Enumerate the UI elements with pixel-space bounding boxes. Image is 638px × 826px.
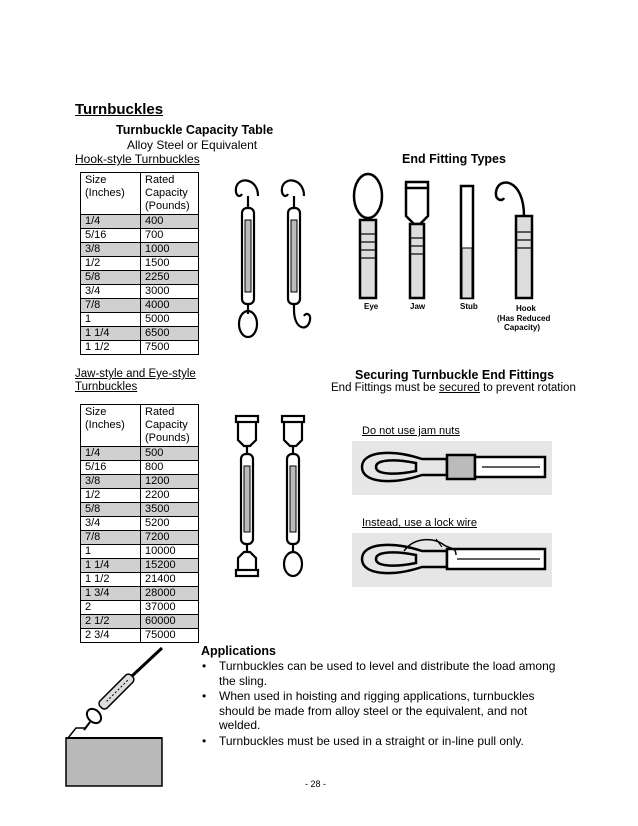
securing-subtitle-underlined: secured <box>439 382 480 394</box>
list-item: • Turnbuckles must be used in a straight or in-line pull only. <box>200 734 560 749</box>
capacity-cell: 2200 <box>141 489 199 503</box>
capacity-cell: 4000 <box>141 299 199 313</box>
size-cell: 3/4 <box>81 517 141 531</box>
end-fitting-types-illustration <box>346 168 558 336</box>
jaw-capacity-table <box>80 404 199 643</box>
size-cell: 5/16 <box>81 229 141 243</box>
size-column-header: Size (Inches) <box>81 405 141 447</box>
table-row <box>81 531 199 545</box>
size-cell: 2 1/2 <box>81 615 141 629</box>
capacity-cell: 28000 <box>141 587 199 601</box>
capacity-cell: 5200 <box>141 517 199 531</box>
size-cell: 5/8 <box>81 271 141 285</box>
capacity-cell: 2250 <box>141 271 199 285</box>
page-number: - 28 - <box>305 779 327 789</box>
table-row <box>81 475 199 489</box>
hook-style-heading: Hook-style Turnbuckles <box>75 152 200 166</box>
size-cell: 1 1/2 <box>81 341 141 355</box>
hook-turnbuckle-illustration <box>226 168 316 340</box>
size-cell: 5/16 <box>81 461 141 475</box>
capacity-cell: 1200 <box>141 475 199 489</box>
capacity-cell: 3500 <box>141 503 199 517</box>
size-cell: 1 1/4 <box>81 327 141 341</box>
table-row <box>81 327 199 341</box>
size-cell: 7/8 <box>81 299 141 313</box>
size-cell: 1 1/4 <box>81 559 141 573</box>
size-cell: 7/8 <box>81 531 141 545</box>
list-item: • Turnbuckles can be used to level and distribute the load among the sling. <box>200 659 560 688</box>
eye-label: Eye <box>364 302 379 311</box>
end-fitting-types-heading: End Fitting Types <box>402 152 506 166</box>
size-cell: 1 <box>81 313 141 327</box>
hook-label: Hook <box>516 304 536 313</box>
jaw-label: Jaw <box>410 302 426 311</box>
size-cell: 1 3/4 <box>81 587 141 601</box>
table-row <box>81 271 199 285</box>
capacity-cell: 5000 <box>141 313 199 327</box>
table-row <box>81 313 199 327</box>
capacity-column-header: Rated Capacity (Pounds) <box>141 405 199 447</box>
table-row <box>81 503 199 517</box>
capacity-cell: 15200 <box>141 559 199 573</box>
list-item: • When used in hoisting and rigging applications, turnbuckles should be made from alloy steel or the equivalent, and not welded. <box>200 689 560 733</box>
hook-capacity-table <box>80 172 199 355</box>
size-cell: 3/4 <box>81 285 141 299</box>
capacity-cell: 800 <box>141 461 199 475</box>
size-cell: 5/8 <box>81 503 141 517</box>
hook-note-line1: (Has Reduced <box>497 314 551 323</box>
capacity-cell: 1000 <box>141 243 199 257</box>
capacity-cell: 75000 <box>141 629 199 643</box>
jam-nuts-caption: Do not use jam nuts <box>362 425 460 437</box>
securing-heading: Securing Turnbuckle End Fittings <box>355 368 555 382</box>
table-row <box>81 545 199 559</box>
table-row <box>81 629 199 643</box>
capacity-cell: 21400 <box>141 573 199 587</box>
size-cell: 2 <box>81 601 141 615</box>
capacity-cell: 7500 <box>141 341 199 355</box>
table-row <box>81 299 199 313</box>
size-cell: 1/2 <box>81 257 141 271</box>
capacity-cell: 500 <box>141 447 199 461</box>
table-row <box>81 517 199 531</box>
size-cell: 1/2 <box>81 489 141 503</box>
capacity-cell: 400 <box>141 215 199 229</box>
material-note: Alloy Steel or Equivalent <box>127 138 258 152</box>
table-row <box>81 229 199 243</box>
capacity-cell: 60000 <box>141 615 199 629</box>
in-line-pull-illustration <box>66 648 166 788</box>
capacity-cell: 1500 <box>141 257 199 271</box>
page-title: Turnbuckles <box>75 101 164 118</box>
table-header-row <box>81 405 199 447</box>
securing-subtitle <box>331 382 576 394</box>
applications-heading: Applications <box>201 644 277 658</box>
capacity-cell: 6500 <box>141 327 199 341</box>
size-cell: 1 1/2 <box>81 573 141 587</box>
jam-nut-illustration <box>352 437 552 499</box>
table-row <box>81 215 199 229</box>
jaw-eye-turnbuckle-illustration <box>226 410 312 582</box>
table-row <box>81 573 199 587</box>
lock-wire-caption: Instead, use a lock wire <box>362 517 477 529</box>
table-row <box>81 341 199 355</box>
capacity-cell: 700 <box>141 229 199 243</box>
table-row <box>81 257 199 271</box>
table-row <box>81 615 199 629</box>
table-row <box>81 285 199 299</box>
capacity-cell: 7200 <box>141 531 199 545</box>
applications-list <box>200 659 560 749</box>
securing-subtitle-post: to prevent rotation <box>479 382 576 394</box>
securing-subtitle-pre: End Fittings must be <box>331 382 440 394</box>
table-row <box>81 447 199 461</box>
table-row <box>81 243 199 257</box>
jaw-eye-style-heading: Jaw-style and Eye-style Turnbuckles <box>75 368 196 393</box>
stub-label: Stub <box>460 302 478 311</box>
capacity-column-header: Rated Capacity (Pounds) <box>141 173 199 215</box>
size-cell: 1/4 <box>81 447 141 461</box>
size-cell: 2 3/4 <box>81 629 141 643</box>
table-header-row <box>81 173 199 215</box>
size-column-header: Size (Inches) <box>81 173 141 215</box>
table-row <box>81 461 199 475</box>
lock-wire-illustration <box>352 529 552 591</box>
table-row <box>81 489 199 503</box>
table-row <box>81 559 199 573</box>
capacity-cell: 37000 <box>141 601 199 615</box>
size-cell: 1 <box>81 545 141 559</box>
table-row <box>81 587 199 601</box>
size-cell: 3/8 <box>81 243 141 257</box>
size-cell: 3/8 <box>81 475 141 489</box>
capacity-table-title: Turnbuckle Capacity Table <box>116 123 274 137</box>
capacity-cell: 10000 <box>141 545 199 559</box>
capacity-cell: 3000 <box>141 285 199 299</box>
hook-note-line2: Capacity) <box>504 323 541 332</box>
table-row <box>81 601 199 615</box>
size-cell: 1/4 <box>81 215 141 229</box>
